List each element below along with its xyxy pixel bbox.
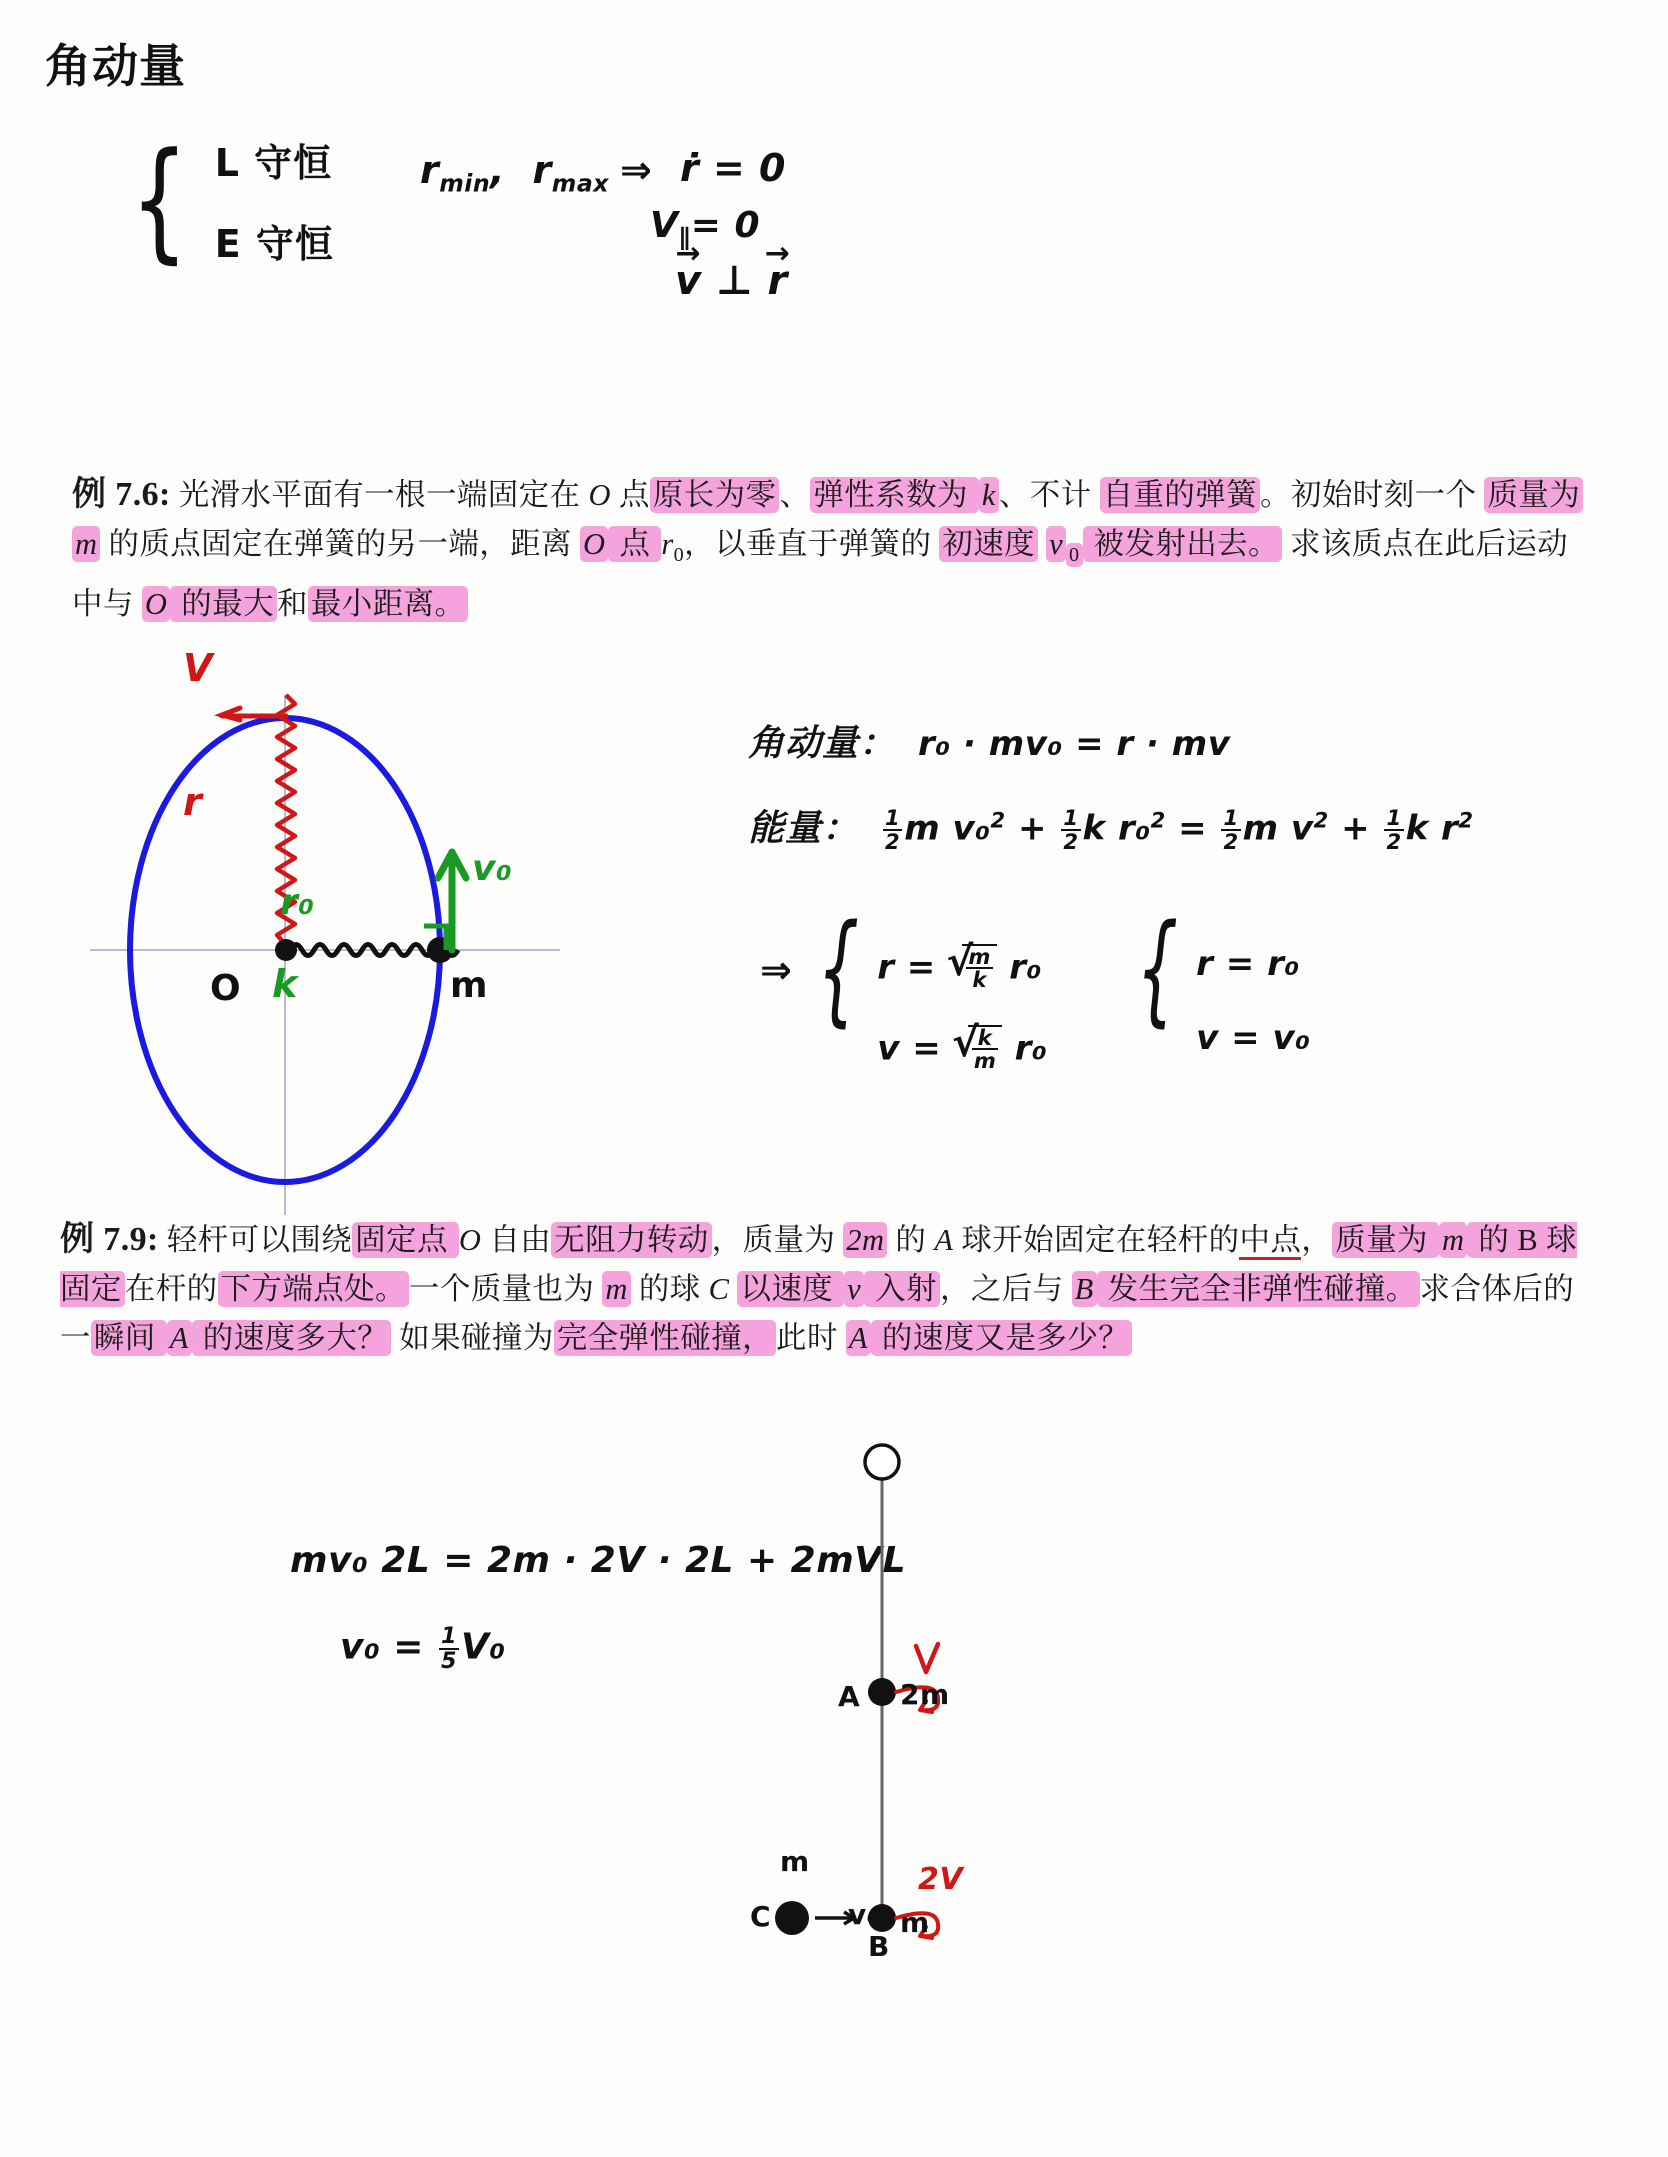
perpendicular-icon: ⊥ — [716, 258, 754, 304]
problem-segment-26: 和 — [277, 587, 308, 622]
label-k-green: k — [272, 962, 298, 1006]
r-max-symbol: r — [532, 148, 552, 192]
case1-r-frac — [966, 946, 992, 991]
label-mass-C: m — [780, 1845, 810, 1878]
problem-segment-18: m — [602, 1271, 630, 1307]
half-frac-3: $\frac{1}{2}$ — [1223, 805, 1239, 854]
ball-A-V-glyph-red — [916, 1644, 938, 1672]
label-m-black: m — [450, 965, 489, 1006]
problem-segment-5: 弹性系数为 — [810, 477, 979, 513]
case2-r-equation: r = r₀ — [1196, 944, 1300, 984]
energy-term-4: k r — [1405, 809, 1459, 849]
problem-79-body — [60, 1222, 1577, 1356]
problem-segment-35: A — [846, 1320, 871, 1356]
problem-segment-0: 轻杆可以围绕 — [158, 1223, 353, 1257]
case1-brace-icon: { — [817, 900, 860, 1039]
problem-segment-17: ，以垂直于弹簧的 — [684, 527, 940, 561]
problem-segment-15: r — [661, 527, 674, 561]
origin-point-dot — [275, 939, 297, 961]
problem-segment-23: v — [844, 1271, 864, 1307]
case1-r-tail: r₀ — [1009, 947, 1042, 988]
case1-v-sqrt — [954, 1025, 1003, 1072]
label-mass-A: 2m — [900, 1678, 950, 1711]
solution-79-den: 5 — [440, 1647, 458, 1674]
problem-segment-2: 点 — [610, 478, 650, 512]
case1-v-lhs: v = — [877, 1028, 942, 1069]
sup-2-c: 2 — [1313, 807, 1329, 833]
energy-row — [748, 800, 1474, 852]
ball-A-dot — [868, 1678, 896, 1706]
pivot-open-circle — [865, 1445, 899, 1479]
problem-segment-26: B — [1072, 1271, 1097, 1307]
label-r0-green: r₀ — [280, 882, 315, 923]
problem-segment-23: 求该质点在此后运动中与 — [72, 527, 1569, 622]
problem-segment-8: A — [934, 1223, 954, 1257]
energy-label: 能量： — [748, 808, 860, 849]
problem-segment-12: 的质点固定在弹簧的另一端，距离 — [100, 527, 580, 561]
v-parallel-rhs: = 0 — [690, 205, 760, 246]
problem-segment-21: 0 — [1066, 543, 1082, 567]
problem-segment-25: ，之后与 — [939, 1272, 1072, 1306]
problem-segment-7: 的 — [887, 1223, 935, 1257]
label-vB-red: 2V — [918, 1862, 964, 1897]
half-frac-4: $\frac{1}{2}$ — [1386, 805, 1402, 854]
sup-2-a: 2 — [990, 807, 1006, 833]
solution-79-fraction — [439, 1625, 459, 1673]
problem-segment-1: 固定点 — [352, 1222, 459, 1258]
case2-brace-icon: { — [1136, 900, 1179, 1039]
problem-segment-14: 的 B 球固定 — [60, 1223, 1577, 1306]
r-vector-symbol: r → — [768, 258, 788, 304]
problem-segment-24: 入射 — [864, 1271, 940, 1307]
case1-r-den: k — [972, 967, 987, 993]
figure-76-ellipse-diagram — [90, 646, 590, 1220]
problem-segment-13: m — [1439, 1222, 1467, 1258]
problem-segment-24: O — [142, 586, 170, 622]
case2-v-equation: v = v₀ — [1196, 1018, 1311, 1058]
conservation-row-E: E 守恒 — [214, 222, 334, 266]
case1-r-num: √ m — [968, 944, 991, 969]
problem-79-lead: 例 7.9: — [60, 1221, 159, 1258]
problem-segment-20: C — [708, 1272, 730, 1306]
angular-momentum-label: 角动量： — [748, 723, 897, 764]
problem-segment-3: 自由 — [481, 1223, 552, 1257]
energy-term-3: m v — [1242, 809, 1314, 849]
label-A: A — [838, 1680, 861, 1713]
problem-segment-0: 光滑水平面有一根一端固定在 — [170, 478, 589, 512]
problem-segment-17: 一个质量也为 — [408, 1272, 603, 1306]
problem-segment-36: 的速度又是多少？ — [871, 1320, 1132, 1356]
r-minmax-note — [420, 148, 609, 198]
problem-segment-7: 、不计 — [998, 478, 1100, 512]
problem-segment-3: 原长为零 — [650, 477, 780, 513]
problem-segment-28: 求合体后的一 — [60, 1272, 1575, 1355]
problem-segment-22: 以速度 — [737, 1271, 844, 1307]
problem-segment-8: 自重的弹簧 — [1100, 477, 1261, 513]
angular-momentum-row — [748, 715, 1474, 766]
rdot-equation: ṙ = 0 — [680, 146, 786, 190]
solution-79-line2-lhs: v₀ = — [340, 1626, 424, 1668]
v-vector-symbol: v → — [675, 258, 702, 304]
page-title: 角动量 — [45, 39, 186, 93]
half-frac-2: $\frac{1}{2}$ — [1063, 805, 1079, 854]
ball-C-dot — [775, 1901, 809, 1935]
problem-76-lead: 例 7.6: — [72, 476, 171, 513]
results-implies-arrow: ⇒ — [760, 948, 793, 992]
case1-v-equation — [877, 1025, 1047, 1072]
energy-term-1: m v₀ — [904, 809, 991, 849]
problem-segment-10: 质量为 — [1484, 477, 1583, 513]
problem-segment-4: 、 — [779, 478, 811, 512]
label-B: B — [868, 1930, 890, 1963]
problem-segment-1: O — [588, 478, 611, 512]
problem-segment-30: A — [167, 1320, 192, 1356]
problem-segment-2: O — [458, 1223, 482, 1257]
figure-79-rod-diagram — [720, 1430, 1080, 1970]
problem-segment-14: 点 — [608, 526, 661, 562]
problem-segment-15: 在杆的 — [124, 1272, 218, 1306]
problem-segment-13: O — [580, 526, 608, 562]
problem-segment-16: 下方端点处。 — [218, 1271, 409, 1307]
problem-segment-11: m — [72, 526, 100, 562]
conservation-brace-block — [118, 124, 334, 276]
case1-r-lhs: r = — [877, 947, 936, 988]
r-min-symbol: r — [420, 148, 440, 192]
solution-79-num: 1 — [440, 1623, 458, 1649]
problem-segment-6: k — [979, 477, 999, 513]
label-mass-B: m — [900, 1906, 930, 1939]
problem-segment-22: 被发射出去。 — [1083, 526, 1282, 562]
label-V-red: V — [183, 646, 213, 690]
v-perp-r-equation — [675, 258, 788, 304]
case1-r-equation — [877, 944, 1047, 991]
case1-v-num: √ k — [972, 1027, 998, 1050]
case-2-block — [1196, 944, 1310, 1058]
problem-segment-33: 完全弹性碰撞， — [554, 1320, 776, 1356]
half-frac-1: $\frac{1}{2}$ — [885, 805, 901, 854]
left-brace-icon: { — [130, 124, 189, 276]
problem-segment-9: 。初始时刻一个 — [1260, 478, 1485, 512]
sup-2-b: 2 — [1150, 807, 1166, 833]
case1-v-tail: r₀ — [1014, 1028, 1048, 1069]
case-1-block — [877, 944, 1047, 1072]
problem-segment-19 — [1038, 527, 1046, 561]
problem-segment-27: 最小距离。 — [308, 586, 469, 622]
label-C: C — [750, 1900, 772, 1933]
problem-segment-5: ，质量为 — [711, 1223, 844, 1257]
problem-segment-27: 发生完全非弹性碰撞。 — [1097, 1271, 1420, 1307]
problem-79-text — [60, 1215, 1600, 1363]
problem-segment-20: v — [1046, 526, 1066, 562]
problem-segment-16: 0 — [673, 544, 685, 567]
case1-r-sqrt — [948, 944, 997, 991]
implies-arrow: ⇒ — [620, 148, 653, 192]
problem-segment-9: 球开始固定在轻杆的 — [953, 1223, 1240, 1257]
angular-momentum-equation: r₀ · mv₀ = r · mv — [918, 724, 1231, 764]
problem-segment-32: 如果碰撞为 — [391, 1321, 554, 1355]
v-parallel-equation — [650, 205, 760, 251]
conservation-row-L: L 守恒 — [214, 141, 333, 185]
problem-segment-18: 初速度 — [939, 526, 1038, 562]
problem-segment-34: 此时 — [776, 1321, 846, 1355]
solution-79-line1: mv₀ 2L = 2m · 2V · 2L + 2mVL — [290, 1540, 907, 1581]
solution-79-tail: V₀ — [461, 1626, 506, 1668]
problem-segment-6: 2m — [843, 1222, 887, 1258]
case1-v-den: m — [973, 1048, 997, 1074]
problem-segment-10: 中点 — [1239, 1223, 1301, 1260]
solution-76-block — [748, 715, 1474, 886]
solution-76-results — [760, 900, 1311, 1074]
problem-segment-12: 质量为 — [1332, 1222, 1439, 1258]
case1-v-frac — [972, 1024, 998, 1074]
problem-segment-25: 的最大 — [170, 586, 277, 622]
energy-term-2: k r₀ — [1082, 809, 1151, 849]
r-max-subscript: max — [551, 169, 609, 198]
problem-segment-11: ， — [1301, 1223, 1333, 1257]
r-min-subscript: min — [439, 169, 491, 198]
problem-76-text — [72, 470, 1592, 629]
energy-equation: $\frac{1}{2}$ m v₀$^2$ + $\frac{1}{2}$ k r₀$^2$ = $\frac{1}{2}$ m $v^2$ + $\frac{1}{2}$ k $r^2$ — [885, 805, 1474, 854]
label-v0-green: v₀ — [472, 848, 513, 889]
label-r-red: r — [183, 780, 203, 824]
problem-segment-29: 瞬间 — [91, 1320, 167, 1356]
label-O-black: O — [210, 968, 242, 1009]
v-parallel-symbol: V — [650, 205, 679, 246]
problem-segment-4: 无阻力转动 — [551, 1222, 712, 1258]
problem-segment-19: 的球 — [630, 1272, 709, 1306]
problem-76-body — [72, 478, 1583, 621]
problem-segment-31: 的速度多大？ — [192, 1320, 391, 1356]
figure-76-svg — [90, 660, 590, 1220]
sup-2-d: 2 — [1458, 807, 1474, 833]
label-vC: v₀ — [848, 1898, 880, 1931]
minmax-comma: , — [490, 148, 506, 192]
v-parallel-subscript: ∥ — [678, 223, 691, 252]
